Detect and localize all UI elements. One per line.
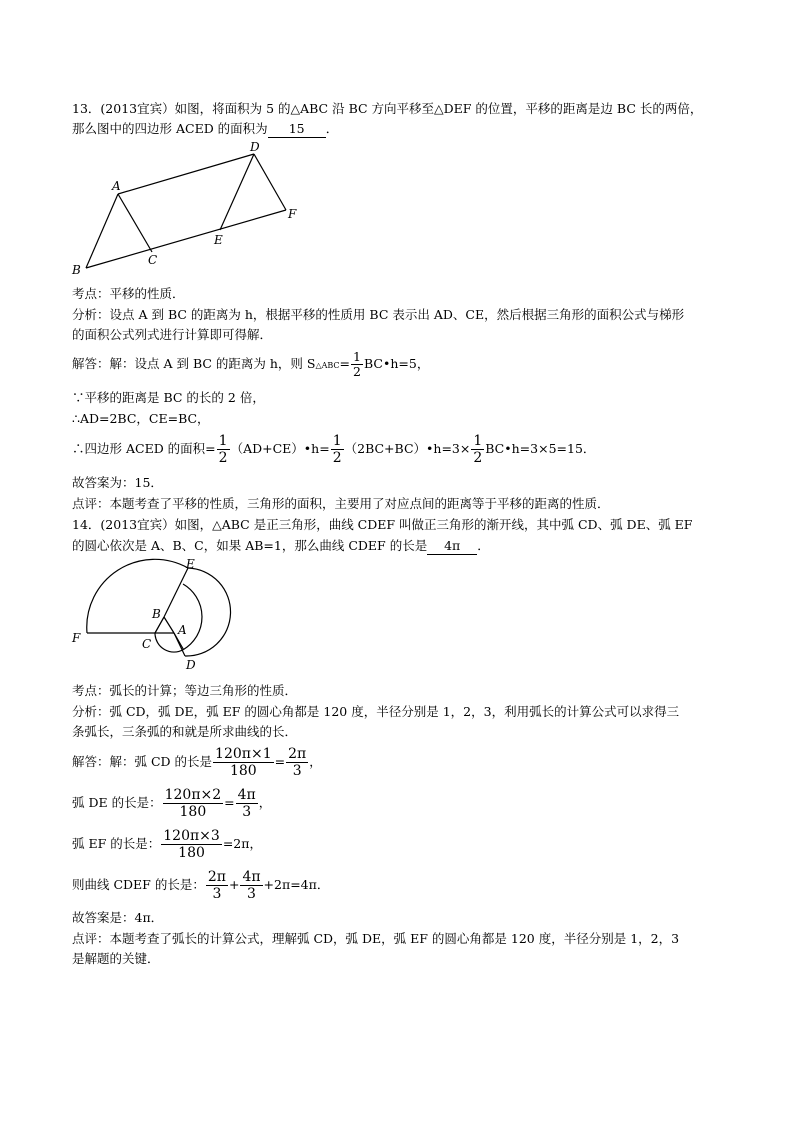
q13-figure <box>68 140 308 280</box>
q14-label-c: C <box>142 637 152 651</box>
q14-label-b: B <box>152 607 161 621</box>
q13-answer-blank: 15 <box>268 121 326 138</box>
q14-stem-line2 <box>72 538 490 555</box>
q13-kaodian: 考点：平移的性质． <box>72 286 185 301</box>
q14-guda: 故答案是：4π． <box>72 910 164 925</box>
q13-stem-line1: 13．(2013宜宾）如图，将面积为 5 的△ABC 沿 BC 方向平移至△DEF 的位置，平移的距离是边 BC 长的两倍， <box>72 101 703 116</box>
q13-label-d: D <box>250 140 260 154</box>
q14-stem-text: 的圆心依次是 A、B、C，如果 AB=1，那么曲线 CDEF 的长是 <box>72 538 428 553</box>
q13-dianping: 点评：本题考查了平移的性质，三角形的面积，主要用了对应点间的距离等于平移的距离的性质． <box>72 496 610 511</box>
q14-ef-frac: $\frac{120\pi\times 3}{180}$ <box>163 828 220 861</box>
q13-label-c: C <box>148 253 158 267</box>
q13-label-b: B <box>72 263 81 277</box>
q13-fenxi-line1: 分析：设点 A 到 BC 的距离为 h，根据平移的性质用 BC 表示出 AD、CE，然后根据三角形的面积公式与梯形 <box>72 307 685 322</box>
q14-de-result: $\frac{4\pi}{3}$ <box>237 787 256 820</box>
q13-line3: ∴AD=2BC，CE=BC， <box>72 411 210 426</box>
q13-line2: ∵平移的距离是 BC 的长的 2 倍， <box>72 390 265 405</box>
q13-jieda-line1 <box>72 350 429 379</box>
q14-answer-blank: 4π <box>427 538 477 555</box>
q13-line4: ∴四边形 ACED 的面积= $\frac{1}{2}$ （AD+CE）•h= $\frac{1}{2}$ （2BC+BC）•h=3× $\frac{1}{2}$ BC•h=3×5=15． <box>72 433 596 466</box>
q13-jieda-post: BC•h=5， <box>363 356 430 371</box>
q14-sum-frac-1: $\frac{2\pi}{3}$ <box>207 869 226 902</box>
q13-fenxi-line2: 的面积公式列式进行计算即可得解． <box>72 327 273 342</box>
q13-stem-line2 <box>72 121 338 138</box>
q14-cd-frac: $\frac{120\pi\times 1}{180}$ <box>215 746 272 779</box>
q14-arc-de: 弧 DE 的长是： $\frac{120\pi\times 2}{180}$ = $\frac{4\pi}{3}$ ， <box>72 787 272 820</box>
q14-fenxi-line2: 条弧长，三条弧的和就是所求曲线的长． <box>72 724 298 739</box>
q13-label-e: E <box>214 233 223 247</box>
q14-dianping-line2: 是解题的关键． <box>72 951 160 966</box>
q14-label-a: A <box>178 623 187 637</box>
q13-label-a: A <box>112 179 121 193</box>
q14-figure <box>68 556 238 676</box>
q14-arc-cd: 解答：解：弧 CD 的长是 $\frac{120\pi\times 1}{180}$ = $\frac{2\pi}{3}$ ， <box>72 746 322 779</box>
q13-frac-3: $\frac{1}{2}$ <box>473 433 483 466</box>
q14-label-f: F <box>72 631 81 645</box>
q14-de-frac: $\frac{120\pi\times 2}{180}$ <box>164 787 222 820</box>
q13-stem-end: ． <box>325 121 339 136</box>
q13-guda: 故答案为：15． <box>72 475 163 490</box>
q14-kaodian: 考点：弧长的计算；等边三角形的性质． <box>72 683 298 698</box>
q14-dianping-line1: 点评：本题考查了弧长的计算公式，理解弧 CD，弧 DE，弧 EF 的圆心角都是 120 度，半径分别是 1，2，3 <box>72 931 680 946</box>
q13-frac-1: $\frac{1}{2}$ <box>218 433 228 466</box>
q13-stem-text: 那么图中的四边形 ACED 的面积为 <box>72 121 268 136</box>
q13-half-fraction: $\frac{1}{2}$ <box>353 349 361 379</box>
q13-jieda-text: 解答：解：设点 A 到 BC 的距离为 h，则 S <box>72 356 316 371</box>
q13-frac-2: $\frac{1}{2}$ <box>332 433 342 466</box>
q14-stem-end: ． <box>477 538 490 553</box>
q13-label-f: F <box>288 207 297 221</box>
q14-cd-result: $\frac{2\pi}{3}$ <box>288 746 307 779</box>
q14-label-d: D <box>186 658 196 672</box>
q14-label-e: E <box>186 557 195 571</box>
q14-sum: 则曲线 CDEF 的长是： $\frac{2\pi}{3}$ + $\frac{4\pi}{3}$ +2π=4π． <box>72 869 330 902</box>
q14-fenxi-line1: 分析：弧 CD，弧 DE，弧 EF 的圆心角都是 120 度，半径分别是 1，2，3，利用弧长的计算公式可以求得三 <box>72 704 680 719</box>
q14-stem-line1: 14．(2013宜宾）如图，△ABC 是正三角形，曲线 CDEF 叫做正三角形的渐开线，其中弧 CD、弧 DE、弧 EF <box>72 517 693 532</box>
q14-sum-frac-2: $\frac{4\pi}{3}$ <box>242 869 261 902</box>
q13-jieda-eq: = <box>339 356 351 371</box>
q14-arc-ef: 弧 EF 的长是： $\frac{120\pi\times 3}{180}$ =2π， <box>72 828 262 861</box>
q13-jieda-subscript: △ABC <box>315 361 340 370</box>
